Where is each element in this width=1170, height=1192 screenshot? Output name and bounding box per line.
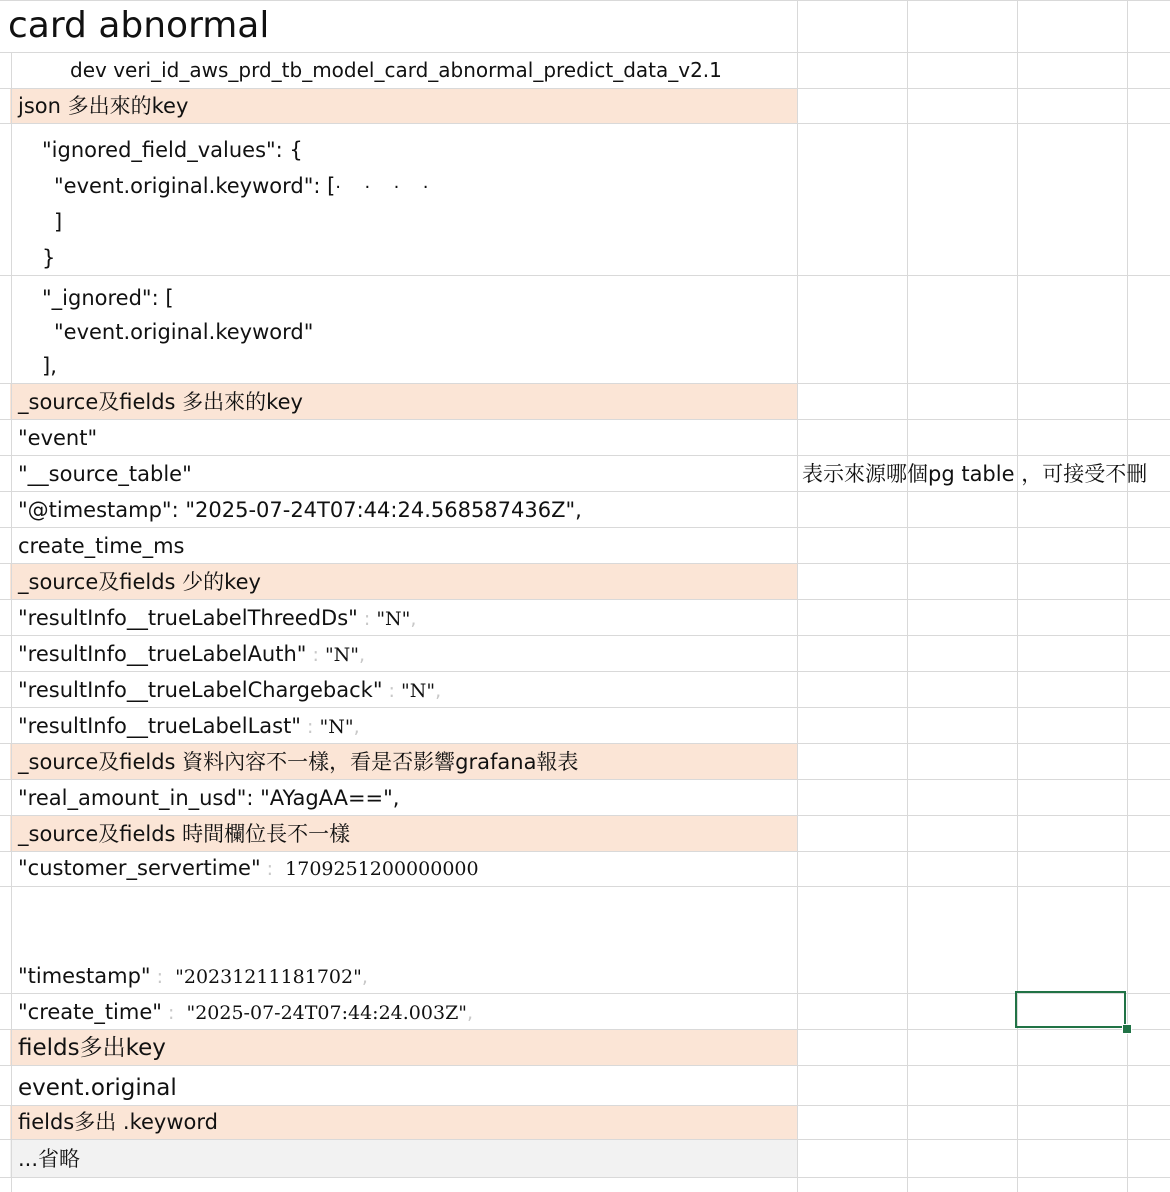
grid-hline	[0, 419, 1170, 420]
fill-handle[interactable]	[1122, 1024, 1132, 1034]
grid-hline	[0, 88, 1170, 89]
ignored-dots: · · · ·	[335, 177, 433, 198]
grid-hline	[0, 1177, 1170, 1178]
grid-hline	[0, 0, 1170, 1]
grid-hline	[0, 1139, 1170, 1140]
real-amount-cell[interactable]: "real_amount_in_usd": "AYagAA==",	[18, 786, 400, 810]
dataset-name-cell[interactable]: dev veri_id_aws_prd_tb_model_card_abnormal_predict_data_v2.1	[70, 58, 722, 82]
band-omitted	[10, 1140, 797, 1178]
ri-threed-cell[interactable]: "resultInfo__trueLabelThreedDs" : "N",	[18, 606, 417, 630]
grid-hline	[0, 383, 1170, 384]
grid-hline	[0, 599, 1170, 600]
grid-hline	[0, 886, 1170, 887]
grid-hline	[0, 563, 1170, 564]
timestamp-cell[interactable]: "timestamp" : "20231211181702",	[18, 964, 368, 988]
grid-hline	[0, 52, 1170, 53]
json-extra-header[interactable]: json 多出來的key	[18, 94, 189, 118]
grid-hline	[0, 491, 1170, 492]
customer-servertime-cell[interactable]: "customer_servertime" : 1709251200000000	[18, 856, 479, 880]
grid-hline	[0, 851, 1170, 852]
ignored-line-2[interactable]: "event.original.keyword": [· · · ·	[54, 174, 433, 198]
ri-auth-cell[interactable]: "resultInfo__trueLabelAuth" : "N",	[18, 642, 366, 666]
ri-last-cell[interactable]: "resultInfo__trueLabelLast" : "N",	[18, 714, 360, 738]
grid-hline	[0, 671, 1170, 672]
source-table-note[interactable]: 表示來源哪個pg table ，可接受不刪	[802, 462, 1148, 486]
event-original-cell[interactable]: event.original	[18, 1075, 177, 1101]
active-cell-selection[interactable]	[1015, 991, 1126, 1028]
grid-hline	[0, 1065, 1170, 1066]
grid-vline	[907, 0, 908, 1192]
grid-hline	[0, 1029, 1170, 1030]
grid-hline	[0, 743, 1170, 744]
grid-hline	[0, 123, 1170, 124]
fields-extra-header[interactable]: fields多出key	[18, 1035, 166, 1061]
source-extra-header[interactable]: _source及fields 多出來的key	[18, 390, 303, 414]
create-time-cell[interactable]: "create_time" : "2025-07-24T07:44:24.003Z",	[18, 1000, 474, 1024]
grid-vline	[1127, 0, 1128, 1192]
ignored2-line-3[interactable]: ],	[42, 354, 57, 378]
grid-hline	[0, 993, 1170, 994]
grid-hline	[0, 275, 1170, 276]
omitted-cell[interactable]: ...省略	[18, 1147, 81, 1171]
sheet-title[interactable]: card abnormal	[8, 5, 270, 46]
grid-vline	[11, 52, 12, 1192]
content-diff-header[interactable]: _source及fields 資料內容不一樣，看是否影響grafana報表	[18, 750, 579, 774]
ignored-line-1[interactable]: "ignored_field_values": {	[42, 138, 303, 162]
event-cell[interactable]: "event"	[18, 426, 98, 450]
grid-vline	[797, 0, 798, 1192]
timestamp-at-cell[interactable]: "@timestamp": "2025-07-24T07:44:24.568587436Z",	[18, 498, 582, 522]
time-len-header[interactable]: _source及fields 時間欄位長不一樣	[18, 822, 351, 846]
source-missing-header[interactable]: _source及fields 少的key	[18, 570, 261, 594]
ri-chargeback-cell[interactable]: "resultInfo__trueLabelChargeback" : "N",	[18, 678, 442, 702]
grid-hline	[0, 527, 1170, 528]
ignored-line-3[interactable]: ]	[54, 210, 63, 234]
grid-hline	[0, 635, 1170, 636]
source-table-cell[interactable]: "__source_table"	[18, 462, 192, 486]
grid-hline	[0, 1105, 1170, 1106]
ignored2-line-2[interactable]: "event.original.keyword"	[54, 320, 314, 344]
grid-hline	[0, 815, 1170, 816]
grid-hline	[0, 779, 1170, 780]
grid-hline	[0, 455, 1170, 456]
ignored2-line-1[interactable]: "_ignored": [	[42, 286, 174, 310]
create-time-ms-cell[interactable]: create_time_ms	[18, 534, 185, 558]
fields-keyword-header[interactable]: fields多出 .keyword	[18, 1110, 218, 1134]
ignored-line-4[interactable]: }	[42, 246, 56, 270]
grid-hline	[0, 707, 1170, 708]
